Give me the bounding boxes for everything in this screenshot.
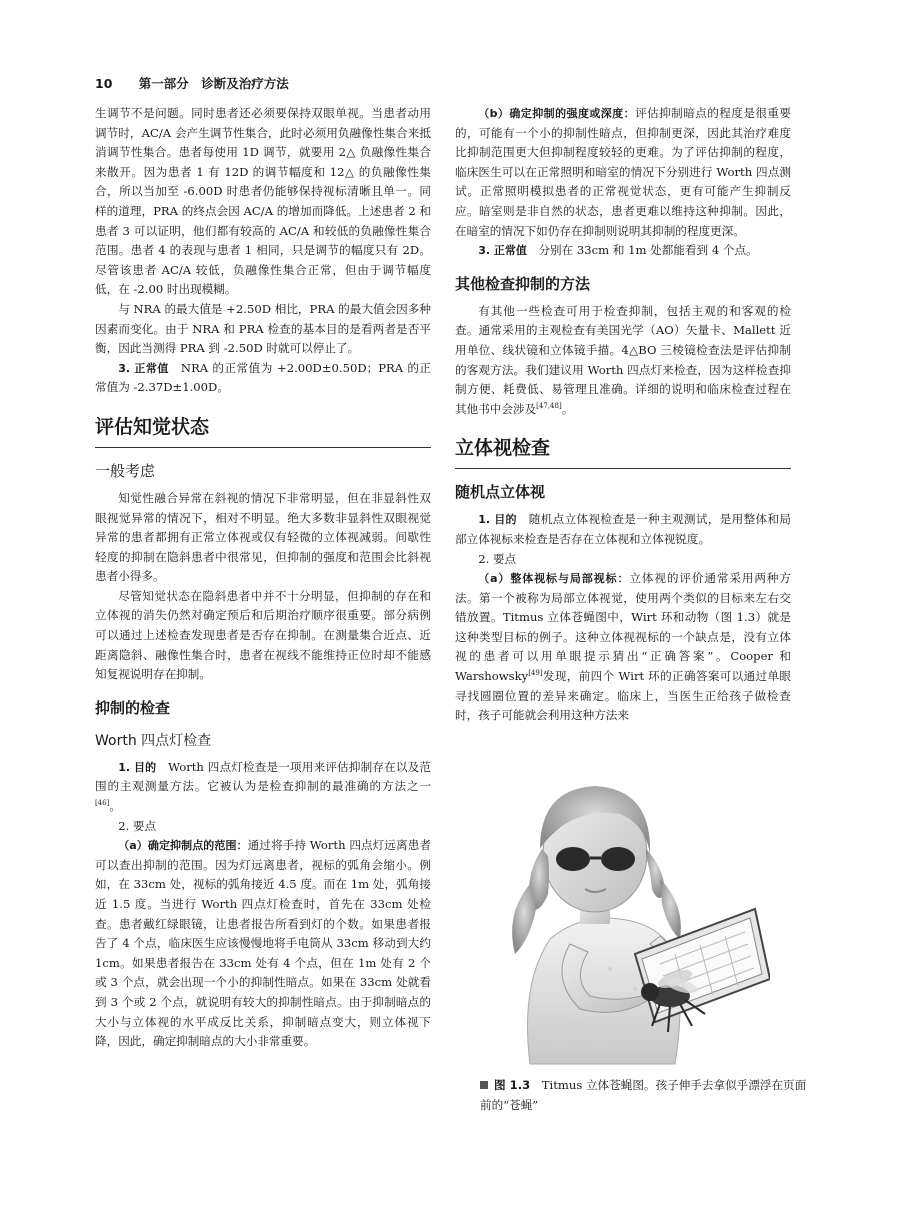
right-column	[455, 104, 791, 726]
citation: [46]	[95, 799, 110, 808]
item-label: （b）确定抑制的强度或深度：	[478, 107, 636, 120]
left-column	[95, 104, 431, 1052]
item-label: （a）整体视标与局部视标：	[478, 572, 630, 586]
item-label: （a）确定抑制点的范围：	[118, 839, 248, 853]
citation: [49]	[528, 669, 543, 678]
paragraph: 2. 要点	[118, 818, 157, 833]
item-label: 3. 正常值	[118, 361, 169, 375]
paragraph: 与 NRA 的最大值是 +2.50D 相比，PRA 的最大值会因多种因素而变化。由于 NRA 和 PRA 检查的基本目的是看两者是否平衡，因此当测得 PRA 到 -2.50D 时就可以停止了。	[95, 301, 431, 356]
paragraph: 2. 要点	[478, 551, 517, 566]
subsection-heading: 随机点立体视	[455, 483, 546, 502]
paragraph: 3. 正常值 NRA 的正常值为 +2.00D±0.50D；PRA 的正常值为 -2.37D±1.00D。	[95, 360, 431, 395]
paragraph: 有其他一些检查可用于检查抑制，包括主观的和客观的检查。通常采用的主观检查有美国光学（AO）矢量卡、Mallett 近用单位、线状镜和立体镜手描。4△BO 三棱镜检查法是评估抑制的客观方法。我们建议用 Worth 四点灯来检查，因为这样检查抑制方便、耗费低、易管理且准确。详细的说明和临床检查过程在其他书中会涉及[47,48]。	[455, 303, 791, 416]
item-label: 3. 正常值	[478, 244, 527, 258]
subsection-heading: 一般考虑	[95, 461, 156, 480]
figure-image	[470, 764, 770, 1066]
page-number: 10	[95, 76, 113, 91]
item-label: 1. 目的	[478, 513, 517, 527]
caption-marker-icon	[480, 1081, 488, 1089]
item-label: 1. 目的	[118, 760, 157, 774]
paragraph: 1. 目的 Worth 四点灯检查是一项用来评估抑制存在以及范围的主观测量方法。它被认为是检查抑制的最准确的方法之一[46]。	[95, 759, 432, 814]
paragraph: 3. 正常值 分别在 33cm 和 1m 处都能看到 4 个点。	[478, 243, 758, 258]
paragraph: 尽管知觉状态在隐斜患者中并不十分明显，但抑制的存在和立体视的消失仍然对确定预后和后期治疗顺序很重要。部分病例可以通过上述检查发现患者是否存在抑制。在测量集合近点、近距离隐斜、融像性集合时，患者在视线不能维持正位时却不能感知复视说明存在抑制。	[95, 588, 431, 682]
section-heading: 立体视检查	[455, 433, 791, 469]
figure-caption: 图 1.3 Titmus 立体苍蝇图。孩子伸手去拿似乎漂浮在页面前的“苍蝇”	[480, 1078, 807, 1112]
paragraph: （a）确定抑制点的范围：通过将手持 Worth 四点灯远离患者可以查出抑制的范围。因为灯远离患者，视标的弧角会缩小。例如，在 33cm 处，视标的弧角接近 4.5 度。而在 1m 处，弧角接近 1.5 度。当进行 Worth 四点灯检查时，首先在 33cm 处检查。患者戴红绿眼镜，让患者报告所看到灯的个数。如果患者报告了 4 个点，临床医生应该慢慢地将手电筒从 33cm 移动到大约 1cm。如果患者报告在 33cm 处有 4 个点，但在 1m 处有 2 个或 3 个点，就会出现一个小的抑制性暗点。如果在 33cm 处就看到 3 个或 2 个点，就说明有较大的抑制性暗点。由于抑制暗点的大小与立体视的水平成反比关系，抑制暗点变大，则立体视下降，因此，确定抑制暗点的大小非常重要。	[95, 838, 431, 1049]
paragraph: 1. 目的 随机点立体视检查是一种主观测试，是用整体和局部立体视标来检查是否存在立体视和立体视锐度。	[455, 512, 791, 546]
subsection-heading: 其他检查抑制的方法	[455, 274, 591, 293]
child-with-fly-illustration	[470, 764, 770, 1066]
paragraph: （a）整体视标与局部视标：立体视的评价通常采用两种方法。第一个被称为局部立体视觉，使用两个类似的目标来左右交错放置。Titmus 立体苍蝇图中，Wirt 环和动物（图 1.3）就是这种类型目标的例子。这种立体视视标的一个缺点是，没有立体视的患者可以用单眼提示猜出“正确答案”。Cooper 和 Warshowsky[49]发现，前四个 Wirt 环的正确答案可以通过单眼寻找圆圈位置的差异来确定。临床上，当医生正给孩子做检查时，孩子可能就会利用这种方法来	[455, 571, 791, 723]
page-header	[95, 74, 289, 92]
citation: [47,48]	[536, 401, 562, 410]
section-heading: 评估知觉状态	[95, 412, 431, 448]
paragraph: 生调节不是问题。同时患者还必须要保持双眼单视。当患者动用调节时，AC/A 会产生调节性集合，此时必须用负融像性集合来抵消调节性集合。患者每使用 1D 调节，就要用 2△ 负融像性集合来散开。因为患者 1 有 12D 的调节幅度和 12△ 的负融像性集合，所以当加至 -6.00D 时患者仍能够保持视标清晰且单一。同样的道理，PRA 的终点会因 AC/A 的增加而降低。上述患者 2 和患者 3 可以证明，他们都有较高的 AC/A 和较低的负融像性集合范围。患者 4 的表现与患者 1 相同，只是调节的幅度只有 2D。尽管该患者 AC/A 较低，负融像性集合正常，但由于调节幅度低，在 -2.00 时出现模糊。	[95, 106, 431, 297]
subsection-heading: 抑制的检查	[95, 698, 171, 717]
paragraph: 知觉性融合异常在斜视的情况下非常明显，但在非显斜性双眼视觉异常的情况下，相对不明显。绝大多数非显斜性双眼视觉异常的患者都拥有正常立体视或仅有轻微的立体视减弱。间歇性轻度的抑制在隐斜患者中很常见，但抑制的强度和范围会比斜视患者小得多。	[95, 490, 431, 584]
paragraph: （b）确定抑制的强度或深度：评估抑制暗点的程度是很重要的，可能有一个小的抑制性暗点，但抑制更深，因此其治疗难度比抑制范围更大但抑制程度较轻的更难。为了评估抑制的程度，临床医生可以在正常照明和暗室的情况下分别进行 Worth 四点测试。正常照明模拟患者的正常视觉状态，更有可能产生抑制反应。暗室则是非自然的状态，患者更难以维持这种抑制。因此，在暗室的情况下如仍存在抑制则说明其抑制的程度更深。	[455, 106, 791, 238]
figure-label: 图 1.3	[494, 1078, 531, 1092]
subsubsection-heading: Worth 四点灯检查	[95, 732, 212, 749]
running-title: 第一部分 诊断及治疗方法	[138, 76, 289, 91]
